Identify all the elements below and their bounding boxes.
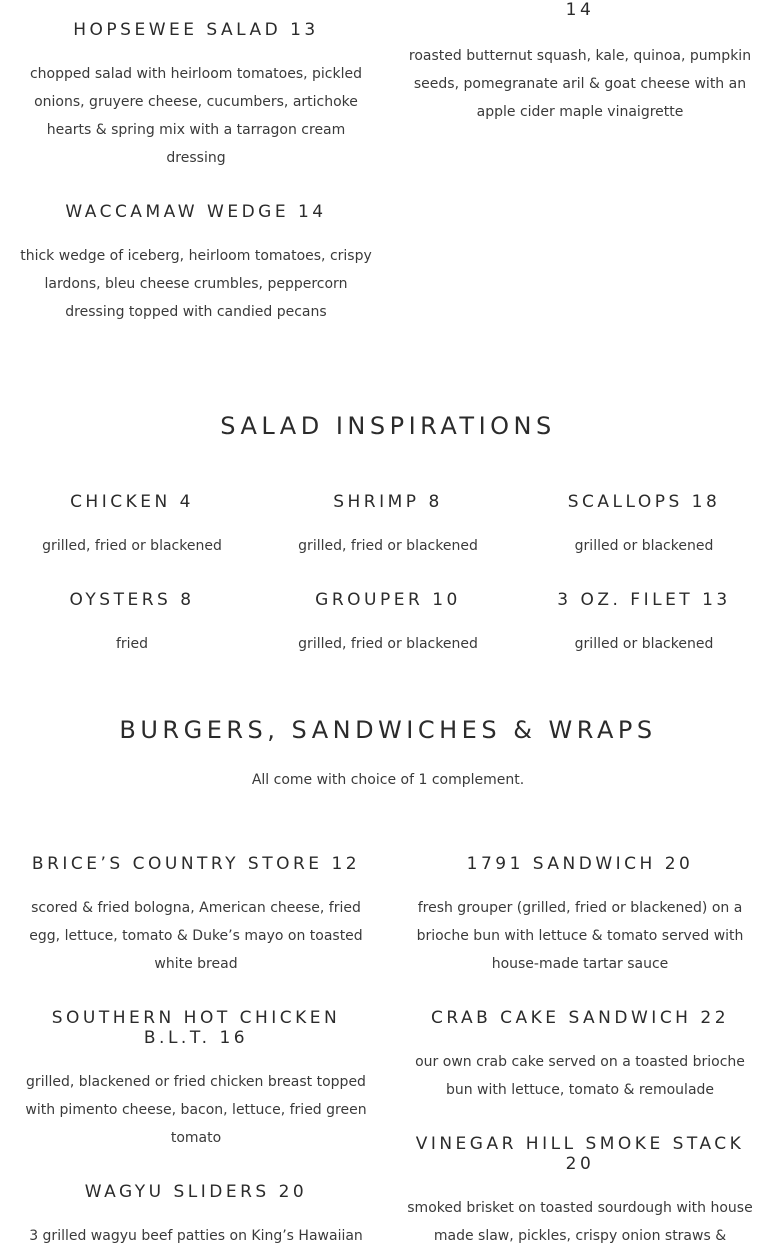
menu-item-title: BRICE’S COUNTRY STORE 12 [31, 854, 361, 874]
menu-item-description: chopped salad with heirloom tomatoes, pickled onions, gruyere cheese, cucumbers, artichoke hearts & spring mix with a tarragon cream dressing [29, 66, 363, 166]
menu-item-title: WAGYU SLIDERS 20 [84, 1182, 308, 1202]
section-title-burgers: BURGERS, SANDWICHES & WRAPS [119, 716, 657, 744]
section-title-salad-inspirations: SALAD INSPIRATIONS [220, 412, 556, 440]
addon-description: fried [115, 636, 149, 652]
addon-item-grouper [266, 590, 510, 658]
menu-item-description: our own crab cake served on a toasted brioche bun with lettuce, tomato & remoulade [415, 1054, 745, 1098]
addon-title: CHICKEN 4 [70, 492, 194, 512]
menu-item-brices-country-store [18, 854, 374, 978]
addon-item-scallops [522, 492, 766, 560]
menu-item-description: thick wedge of iceberg, heirloom tomatoes, crispy lardons, bleu cheese crumbles, peppercorn dressing topped with candied pecans [20, 248, 372, 320]
addon-description: grilled, fried or blackened [42, 538, 222, 554]
menu-item-wagyu-sliders [18, 1182, 374, 1250]
menu-item-waccamaw-wedge [18, 202, 374, 326]
addon-item-oysters [10, 590, 254, 658]
addon-item-filet [522, 590, 766, 658]
menu-item-1791-sandwich [402, 854, 758, 978]
menu-item-title: WACCAMAW WEDGE 14 [65, 202, 327, 222]
addon-description: grilled, fried or blackened [298, 538, 478, 554]
addon-title: GROUPER 10 [315, 590, 461, 610]
addon-description: grilled or blackened [574, 636, 714, 652]
menu-item-description: smoked brisket on toasted sourdough with house made slaw, pickles, crispy onion straws & [407, 1200, 753, 1244]
menu-item-title: HOPSEWEE SALAD 13 [73, 20, 319, 40]
menu-item-hopsewee-salad [18, 20, 374, 172]
menu-item-description: scored & fried bologna, American cheese, fried egg, lettuce, tomato & Duke’s mayo on toasted white bread [29, 900, 363, 972]
addon-title: SHRIMP 8 [333, 492, 443, 512]
addon-title: SCALLOPS 18 [567, 492, 721, 512]
menu-item-title: 1791 SANDWICH 20 [466, 854, 694, 874]
addon-description: grilled or blackened [574, 538, 714, 554]
addon-title: 3 OZ. FILET 13 [557, 590, 731, 610]
menu-item-description: grilled, blackened or fried chicken breast topped with pimento cheese, bacon, lettuce, fried green tomato [25, 1074, 367, 1146]
menu-item-title: 14 [565, 0, 595, 20]
menu-item-title: VINEGAR HILL SMOKE STACK 20 [415, 1134, 745, 1174]
menu-item-vinegar-hill-smoke-stack [407, 1134, 753, 1250]
section-subtitle: All come with choice of 1 complement. [251, 772, 525, 788]
menu-item-title: SOUTHERN HOT CHICKEN B.L.T. 16 [51, 1008, 341, 1048]
menu-item-description: fresh grouper (grilled, fried or blackened) on a brioche bun with lettuce & tomato served with house-made tartar sauce [416, 900, 744, 972]
menu-item-description: roasted butternut squash, kale, quinoa, pumpkin seeds, pomegranate aril & goat cheese with an apple cider maple vinaigrette [408, 48, 752, 120]
menu-item-title: CRAB CAKE SANDWICH 22 [430, 1008, 730, 1028]
addon-title: OYSTERS 8 [69, 590, 195, 610]
menu-item-description: 3 grilled wagyu beef patties on King’s Hawaiian [29, 1228, 363, 1244]
addon-description: grilled, fried or blackened [298, 636, 478, 652]
addon-item-shrimp [266, 492, 510, 560]
menu-item-cut-off-salad [402, 0, 758, 126]
addon-item-chicken [10, 492, 254, 560]
menu-item-southern-hot-chicken [25, 1008, 367, 1152]
menu-item-crab-cake-sandwich [402, 1008, 758, 1104]
